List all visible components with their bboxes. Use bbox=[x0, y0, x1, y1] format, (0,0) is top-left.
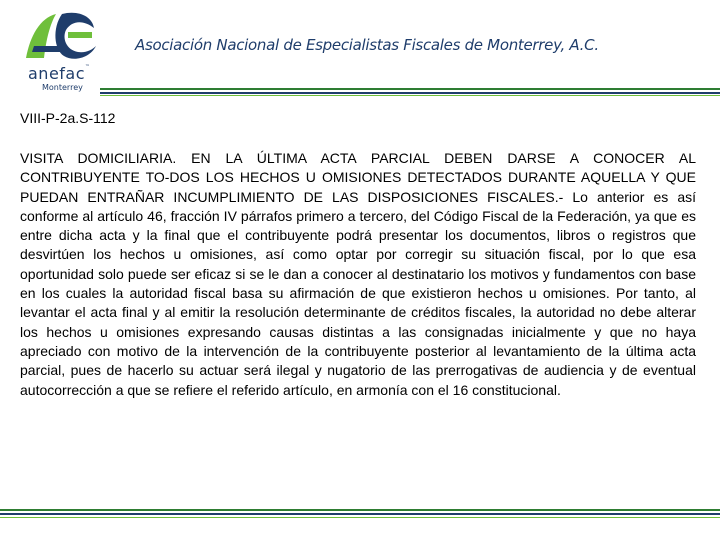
thesis-text bbox=[20, 149, 696, 400]
header-rule-green bbox=[100, 88, 720, 90]
logo-word-text: anefac bbox=[28, 64, 86, 83]
organization-title: Asociación Nacional de Especialistas Fiscales de Monterrey, A.C. bbox=[135, 36, 599, 54]
header-rule-navy bbox=[100, 92, 720, 94]
anefac-logo bbox=[20, 6, 100, 92]
footer-rule-navy bbox=[0, 513, 720, 515]
header-rule-light-green bbox=[100, 95, 720, 96]
anefac-logo-mark-icon bbox=[20, 6, 100, 66]
footer-rule-green bbox=[0, 509, 720, 511]
logo-wordmark bbox=[28, 64, 91, 83]
thesis-heading: VISITA DOMICILIARIA. EN LA ÚLTIMA ACTA PARCIAL DEBEN DARSE A CONOCER AL CONTRIBUYENTE TO-DOS LOS HECHOS U OMISIONES DETECTADOS DURANTE AQUELLA Y QUE PUEDAN ENTRAÑAR INCUMPLIMIENTO DE LAS DISPOSICIONES FISCALES.- bbox=[20, 150, 696, 205]
logo-tm: ™ bbox=[85, 64, 91, 70]
thesis-body: Lo anterior es así conforme al artículo 46, fracción IV párrafos primero a tercero, del Código Fiscal de la Federación, ya que es entre dicha acta y la final que el contribuyente podrá presentar los documentos, libros o registros que desvirtúen los hechos u omisiones, así como optar por corregir su situación fiscal, por lo que esa oportunidad solo puede ser eficaz si se le dan a conocer al destinatario los motivos y fundamentos con base en los cuales la autoridad fiscal basa su afirmación de que existieron hechos u omisiones. Por tanto, al levantar el acta final y al emitir la resolución determinante de créditos fiscales, la autoridad no debe alterar los hechos u omisiones expresando causas distintas a las consignadas inicialmente y que no haya apreciado con motivo de la intervención de la contribuyente posterior al levantamiento de la última acta parcial, pues de hacerlo su actuar será ilegal y nugatorio de las prerrogativas de audiencia y de eventual autocorrección a que se refiere el referido artículo, en armonía con el 16 constitucional. bbox=[20, 188, 697, 398]
footer-rule-light-green bbox=[0, 517, 720, 518]
thesis-code: VIII-P-2a.S-112 bbox=[20, 110, 116, 126]
logo-city: Monterrey bbox=[42, 83, 83, 92]
